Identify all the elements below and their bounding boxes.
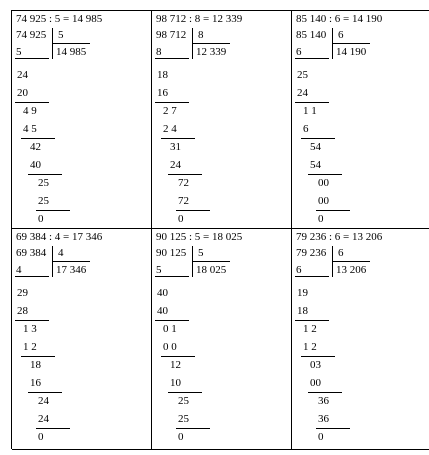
quotient-line <box>332 43 370 44</box>
step-value: 36 <box>318 413 329 425</box>
step-value: 10 <box>170 377 181 389</box>
step-value: 36 <box>318 395 329 407</box>
equation: 69 384 : 4 = 17 346 <box>16 231 103 243</box>
step-value: 28 <box>17 305 28 317</box>
step-value: 25 <box>178 395 189 407</box>
dividend: 85 140 <box>296 29 327 41</box>
equation: 90 125 : 5 = 18 025 <box>156 231 243 243</box>
subtraction-line <box>316 210 350 211</box>
step-value: 0 <box>178 431 184 443</box>
quotient: 14 985 <box>56 46 87 58</box>
first-subtrahend: 5 <box>156 264 162 276</box>
step-value: 1 3 <box>23 323 37 335</box>
subtraction-line <box>155 58 189 59</box>
first-subtrahend: 6 <box>296 264 302 276</box>
equation: 74 925 : 5 = 14 985 <box>16 13 103 25</box>
subtraction-line <box>168 174 202 175</box>
quotient-line <box>332 261 370 262</box>
division-cell <box>152 229 292 450</box>
first-subtrahend: 8 <box>156 46 162 58</box>
subtraction-line <box>155 320 189 321</box>
step-value: 19 <box>297 287 308 299</box>
step-value: 40 <box>157 305 168 317</box>
step-value: 03 <box>310 359 321 371</box>
step-value: 1 2 <box>303 323 317 335</box>
subtraction-line <box>295 58 329 59</box>
dividend: 74 925 <box>16 29 47 41</box>
division-cell <box>12 11 152 229</box>
division-cell <box>152 11 292 229</box>
step-value: 16 <box>30 377 41 389</box>
division-cell <box>292 229 429 450</box>
step-value: 1 2 <box>23 341 37 353</box>
subtraction-line <box>28 174 62 175</box>
step-value: 0 <box>38 431 44 443</box>
step-value: 72 <box>178 177 189 189</box>
subtraction-line <box>21 356 55 357</box>
step-value: 16 <box>157 87 168 99</box>
first-subtrahend: 4 <box>16 264 22 276</box>
subtraction-line <box>15 276 49 277</box>
step-value: 0 <box>178 213 184 225</box>
step-value: 6 <box>303 123 309 135</box>
divisor: 6 <box>338 247 344 259</box>
step-value: 12 <box>170 359 181 371</box>
step-value: 1 1 <box>303 105 317 117</box>
dividend: 69 384 <box>16 247 47 259</box>
dividend: 79 236 <box>296 247 327 259</box>
step-value: 54 <box>310 141 321 153</box>
division-cell <box>12 229 152 450</box>
quotient: 17 346 <box>56 264 87 276</box>
step-value: 29 <box>17 287 28 299</box>
step-value: 2 7 <box>163 105 177 117</box>
subtraction-line <box>295 102 329 103</box>
divisor: 4 <box>58 247 64 259</box>
divisor: 5 <box>198 247 204 259</box>
quotient-line <box>52 43 90 44</box>
subtraction-line <box>21 138 55 139</box>
subtraction-line <box>15 102 49 103</box>
step-value: 00 <box>318 177 329 189</box>
step-value: 54 <box>310 159 321 171</box>
step-value: 4 9 <box>23 105 37 117</box>
step-value: 31 <box>170 141 181 153</box>
subtraction-line <box>161 356 195 357</box>
step-value: 00 <box>318 195 329 207</box>
subtraction-line <box>155 102 189 103</box>
division-cell <box>292 11 429 229</box>
quotient: 13 206 <box>336 264 367 276</box>
step-value: 24 <box>297 87 308 99</box>
quotient-line <box>52 261 90 262</box>
subtraction-line <box>168 392 202 393</box>
subtraction-line <box>155 276 189 277</box>
step-value: 24 <box>38 395 49 407</box>
step-value: 24 <box>38 413 49 425</box>
step-value: 25 <box>297 69 308 81</box>
equation: 85 140 : 6 = 14 190 <box>296 13 383 25</box>
divisor: 6 <box>338 29 344 41</box>
first-subtrahend: 5 <box>16 46 22 58</box>
dividend: 90 125 <box>156 247 187 259</box>
subtraction-line <box>15 58 49 59</box>
step-value: 24 <box>170 159 181 171</box>
step-value: 18 <box>30 359 41 371</box>
step-value: 25 <box>178 413 189 425</box>
step-value: 42 <box>30 141 41 153</box>
step-value: 72 <box>178 195 189 207</box>
subtraction-line <box>295 276 329 277</box>
equation: 98 712 : 8 = 12 339 <box>156 13 243 25</box>
equation: 79 236 : 6 = 13 206 <box>296 231 383 243</box>
subtraction-line <box>15 320 49 321</box>
subtraction-line <box>295 320 329 321</box>
step-value: 4 5 <box>23 123 37 135</box>
dividend: 98 712 <box>156 29 187 41</box>
step-value: 00 <box>310 377 321 389</box>
quotient: 14 190 <box>336 46 367 58</box>
quotient-line <box>192 43 230 44</box>
subtraction-line <box>36 428 70 429</box>
step-value: 2 4 <box>163 123 177 135</box>
subtraction-line <box>36 210 70 211</box>
step-value: 18 <box>157 69 168 81</box>
step-value: 1 2 <box>303 341 317 353</box>
subtraction-line <box>301 138 335 139</box>
step-value: 0 <box>318 431 324 443</box>
step-value: 40 <box>30 159 41 171</box>
divisor: 8 <box>198 29 204 41</box>
step-value: 0 <box>38 213 44 225</box>
step-value: 0 1 <box>163 323 177 335</box>
subtraction-line <box>308 392 342 393</box>
subtraction-line <box>28 392 62 393</box>
quotient: 12 339 <box>196 46 227 58</box>
subtraction-line <box>176 428 210 429</box>
step-value: 0 <box>318 213 324 225</box>
step-value: 25 <box>38 195 49 207</box>
subtraction-line <box>161 138 195 139</box>
subtraction-line <box>176 210 210 211</box>
step-value: 20 <box>17 87 28 99</box>
quotient-line <box>192 261 230 262</box>
divisor: 5 <box>58 29 64 41</box>
subtraction-line <box>301 356 335 357</box>
quotient: 18 025 <box>196 264 227 276</box>
step-value: 18 <box>297 305 308 317</box>
first-subtrahend: 6 <box>296 46 302 58</box>
step-value: 24 <box>17 69 28 81</box>
step-value: 40 <box>157 287 168 299</box>
step-value: 25 <box>38 177 49 189</box>
division-grid <box>11 10 429 449</box>
subtraction-line <box>308 174 342 175</box>
subtraction-line <box>316 428 350 429</box>
step-value: 0 0 <box>163 341 177 353</box>
